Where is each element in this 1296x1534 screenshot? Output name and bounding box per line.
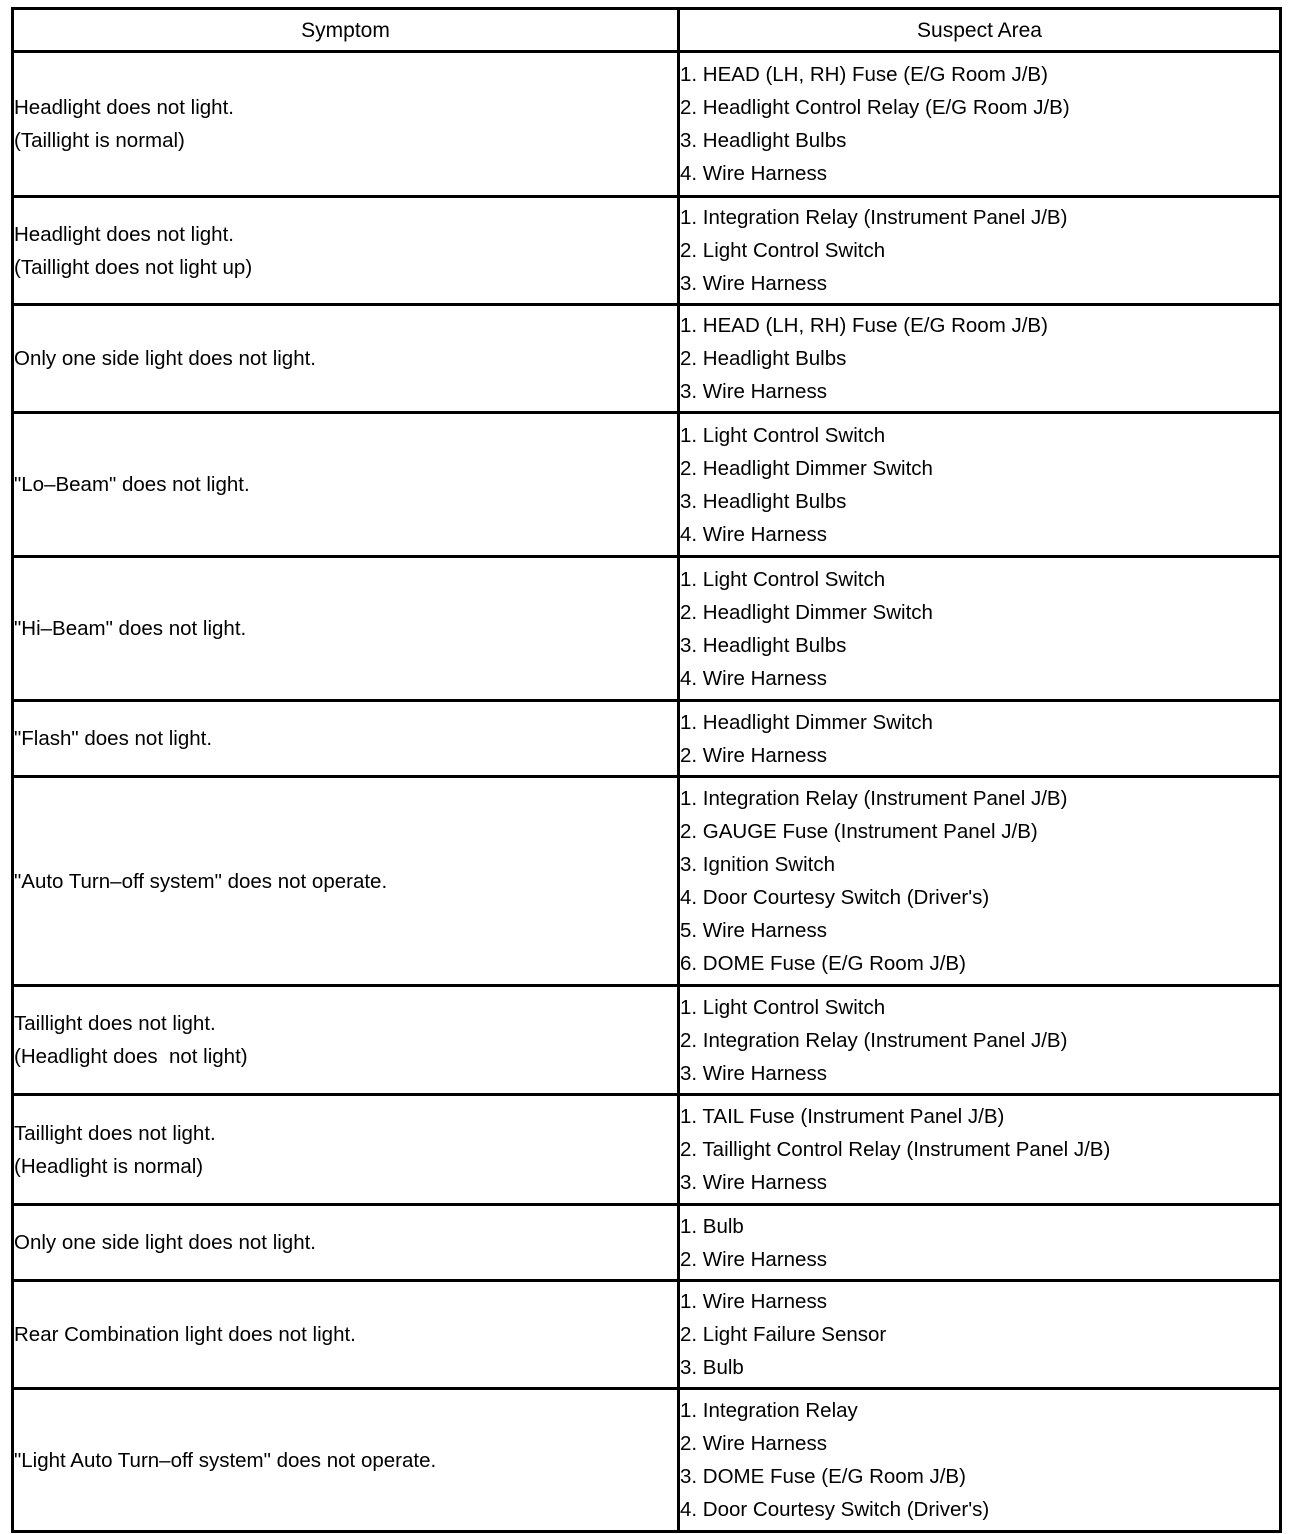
- suspect-area-cell: [679, 777, 1281, 986]
- suspect-area-item: 1. Integration Relay (Instrument Panel J/B): [680, 787, 1068, 810]
- symptom-line: Only one side light does not light.: [14, 1231, 316, 1254]
- suspect-area-item: 4. Wire Harness: [680, 162, 827, 185]
- suspect-area-item: 1. HEAD (LH, RH) Fuse (E/G Room J/B): [680, 314, 1048, 337]
- suspect-area-item: 2. Headlight Dimmer Switch: [680, 600, 933, 624]
- suspect-area-cell: [679, 557, 1281, 701]
- suspect-area-item: 1. Headlight Dimmer Switch: [680, 710, 933, 734]
- suspect-area-item: 2. Taillight Control Relay (Instrument Panel J/B): [680, 1138, 1111, 1161]
- suspect-area-cell: [679, 1095, 1281, 1205]
- suspect-area-item: 3. Wire Harness: [680, 1171, 827, 1194]
- symptom-cell: [13, 1389, 679, 1532]
- suspect-area-cell: [679, 197, 1281, 305]
- suspect-area-list: [680, 58, 1279, 190]
- table-row: [13, 52, 1281, 197]
- suspect-area-list: [680, 991, 1279, 1090]
- suspect-area-item: 1. Integration Relay: [680, 1399, 858, 1422]
- suspect-area-cell: [679, 305, 1281, 413]
- table-row: [13, 557, 1281, 701]
- suspect-area-item: 1. Light Control Switch: [680, 423, 886, 447]
- symptom-line: "Lo–Beam" does not light.: [14, 473, 250, 496]
- suspect-area-cell: [679, 52, 1281, 197]
- table-row: [13, 986, 1281, 1095]
- suspect-area-item: 5. Wire Harness: [680, 919, 827, 942]
- suspect-area-item: 3. Headlight Bulbs: [680, 489, 847, 513]
- symptom-line: Rear Combination light does not light.: [14, 1323, 356, 1346]
- suspect-area-cell: [679, 1281, 1281, 1389]
- symptom-cell: [13, 557, 679, 701]
- suspect-area-list: [680, 201, 1279, 300]
- symptom-line: "Auto Turn–off system" does not operate.: [14, 869, 388, 893]
- table-row: [13, 777, 1281, 986]
- suspect-area-cell: [679, 413, 1281, 557]
- suspect-area-item: 2. Integration Relay (Instrument Panel J/B): [680, 1028, 1068, 1052]
- suspect-area-cell: [679, 1389, 1281, 1532]
- suspect-area-list: [680, 706, 1279, 772]
- symptom-line: "Hi–Beam" does not light.: [14, 617, 247, 640]
- symptom-line: "Light Auto Turn–off system" does not operate.: [14, 1448, 437, 1472]
- suspect-area-item: 2. Wire Harness: [680, 743, 827, 767]
- suspect-area-item: 2. Light Control Switch: [680, 239, 886, 262]
- symptom-line: (Taillight is normal): [14, 129, 185, 152]
- symptom-column-header: Symptom: [13, 9, 679, 52]
- symptom-line: (Headlight does not light): [14, 1045, 248, 1068]
- suspect-area-cell: [679, 701, 1281, 777]
- suspect-area-item: 2. Headlight Bulbs: [680, 347, 847, 370]
- suspect-area-item: 3. Wire Harness: [680, 272, 827, 295]
- table-row: [13, 701, 1281, 777]
- symptom-cell: [13, 777, 679, 986]
- suspect-area-list: [680, 1285, 1279, 1384]
- symptom-cell: [13, 1095, 679, 1205]
- suspect-area-item: 1. Wire Harness: [680, 1290, 827, 1313]
- table-row: [13, 305, 1281, 413]
- suspect-area-cell: [679, 1205, 1281, 1281]
- suspect-area-item: 2. Headlight Dimmer Switch: [680, 456, 933, 480]
- suspect-area-list: [680, 563, 1279, 695]
- suspect-area-item: 3. Bulb: [680, 1356, 744, 1379]
- suspect-area-item: 4. Door Courtesy Switch (Driver's): [680, 886, 990, 909]
- suspect-area-list: [680, 782, 1279, 980]
- table-row: [13, 413, 1281, 557]
- table-header-row: [13, 9, 1281, 52]
- suspect-area-item: 2. Light Failure Sensor: [680, 1323, 887, 1346]
- suspect-area-list: [680, 309, 1279, 408]
- symptom-cell: [13, 701, 679, 777]
- table-row: [13, 1205, 1281, 1281]
- table-row: [13, 197, 1281, 305]
- symptom-line: Headlight does not light.: [14, 222, 234, 246]
- suspect-area-item: 3. Wire Harness: [680, 1061, 827, 1085]
- symptom-line: "Flash" does not light.: [14, 727, 213, 750]
- suspect-area-item: 3. Wire Harness: [680, 380, 827, 403]
- symptom-cell: [13, 1205, 679, 1281]
- suspect-area-item: 1. Light Control Switch: [680, 567, 886, 591]
- symptom-cell: [13, 1281, 679, 1389]
- symptom-cell: [13, 52, 679, 197]
- suspect-area-list: [680, 1210, 1279, 1276]
- suspect-area-item: 1. Integration Relay (Instrument Panel J/B): [680, 206, 1068, 229]
- table-row: [13, 1095, 1281, 1205]
- symptom-line: Only one side light does not light.: [14, 347, 316, 370]
- suspect-area-item: 1. HEAD (LH, RH) Fuse (E/G Room J/B): [680, 63, 1048, 86]
- suspect-area-item: 3. Ignition Switch: [680, 853, 835, 876]
- symptom-line: Headlight does not light.: [14, 96, 234, 119]
- symptom-cell: [13, 986, 679, 1095]
- suspect-area-item: 3. DOME Fuse (E/G Room J/B): [680, 1465, 966, 1488]
- suspect-area-item: 1. TAIL Fuse (Instrument Panel J/B): [680, 1105, 1005, 1128]
- suspect-area-item: 2. Wire Harness: [680, 1247, 827, 1271]
- symptom-line: Taillight does not light.: [14, 1012, 216, 1035]
- suspect-area-item: 6. DOME Fuse (E/G Room J/B): [680, 952, 966, 975]
- suspect-area-list: [680, 1100, 1279, 1199]
- suspect-area-cell: [679, 986, 1281, 1095]
- symptom-cell: [13, 197, 679, 305]
- suspect-area-item: 4. Wire Harness: [680, 666, 827, 690]
- table-body: [13, 52, 1281, 1532]
- symptom-cell: [13, 305, 679, 413]
- troubleshooting-table: [11, 7, 1282, 1533]
- symptom-line: (Headlight is normal): [14, 1154, 204, 1178]
- suspect-area-item: 2. Headlight Control Relay (E/G Room J/B): [680, 96, 1070, 119]
- symptom-line: (Taillight does not light up): [14, 255, 253, 279]
- suspect-area-item: 2. GAUGE Fuse (Instrument Panel J/B): [680, 820, 1038, 843]
- suspect-area-list: [680, 1394, 1279, 1526]
- suspect-area-item: 2. Wire Harness: [680, 1432, 827, 1455]
- suspect-area-item: 3. Headlight Bulbs: [680, 633, 847, 657]
- suspect-area-item: 1. Bulb: [680, 1214, 744, 1238]
- symptom-cell: [13, 413, 679, 557]
- suspect-area-column-header: Suspect Area: [679, 9, 1281, 52]
- suspect-area-list: [680, 419, 1279, 551]
- suspect-area-item: 1. Light Control Switch: [680, 995, 886, 1019]
- suspect-area-item: 4. Door Courtesy Switch (Driver's): [680, 1498, 990, 1521]
- table-row: [13, 1389, 1281, 1532]
- suspect-area-item: 4. Wire Harness: [680, 522, 827, 546]
- table-row: [13, 1281, 1281, 1389]
- suspect-area-item: 3. Headlight Bulbs: [680, 129, 847, 152]
- symptom-line: Taillight does not light.: [14, 1121, 216, 1145]
